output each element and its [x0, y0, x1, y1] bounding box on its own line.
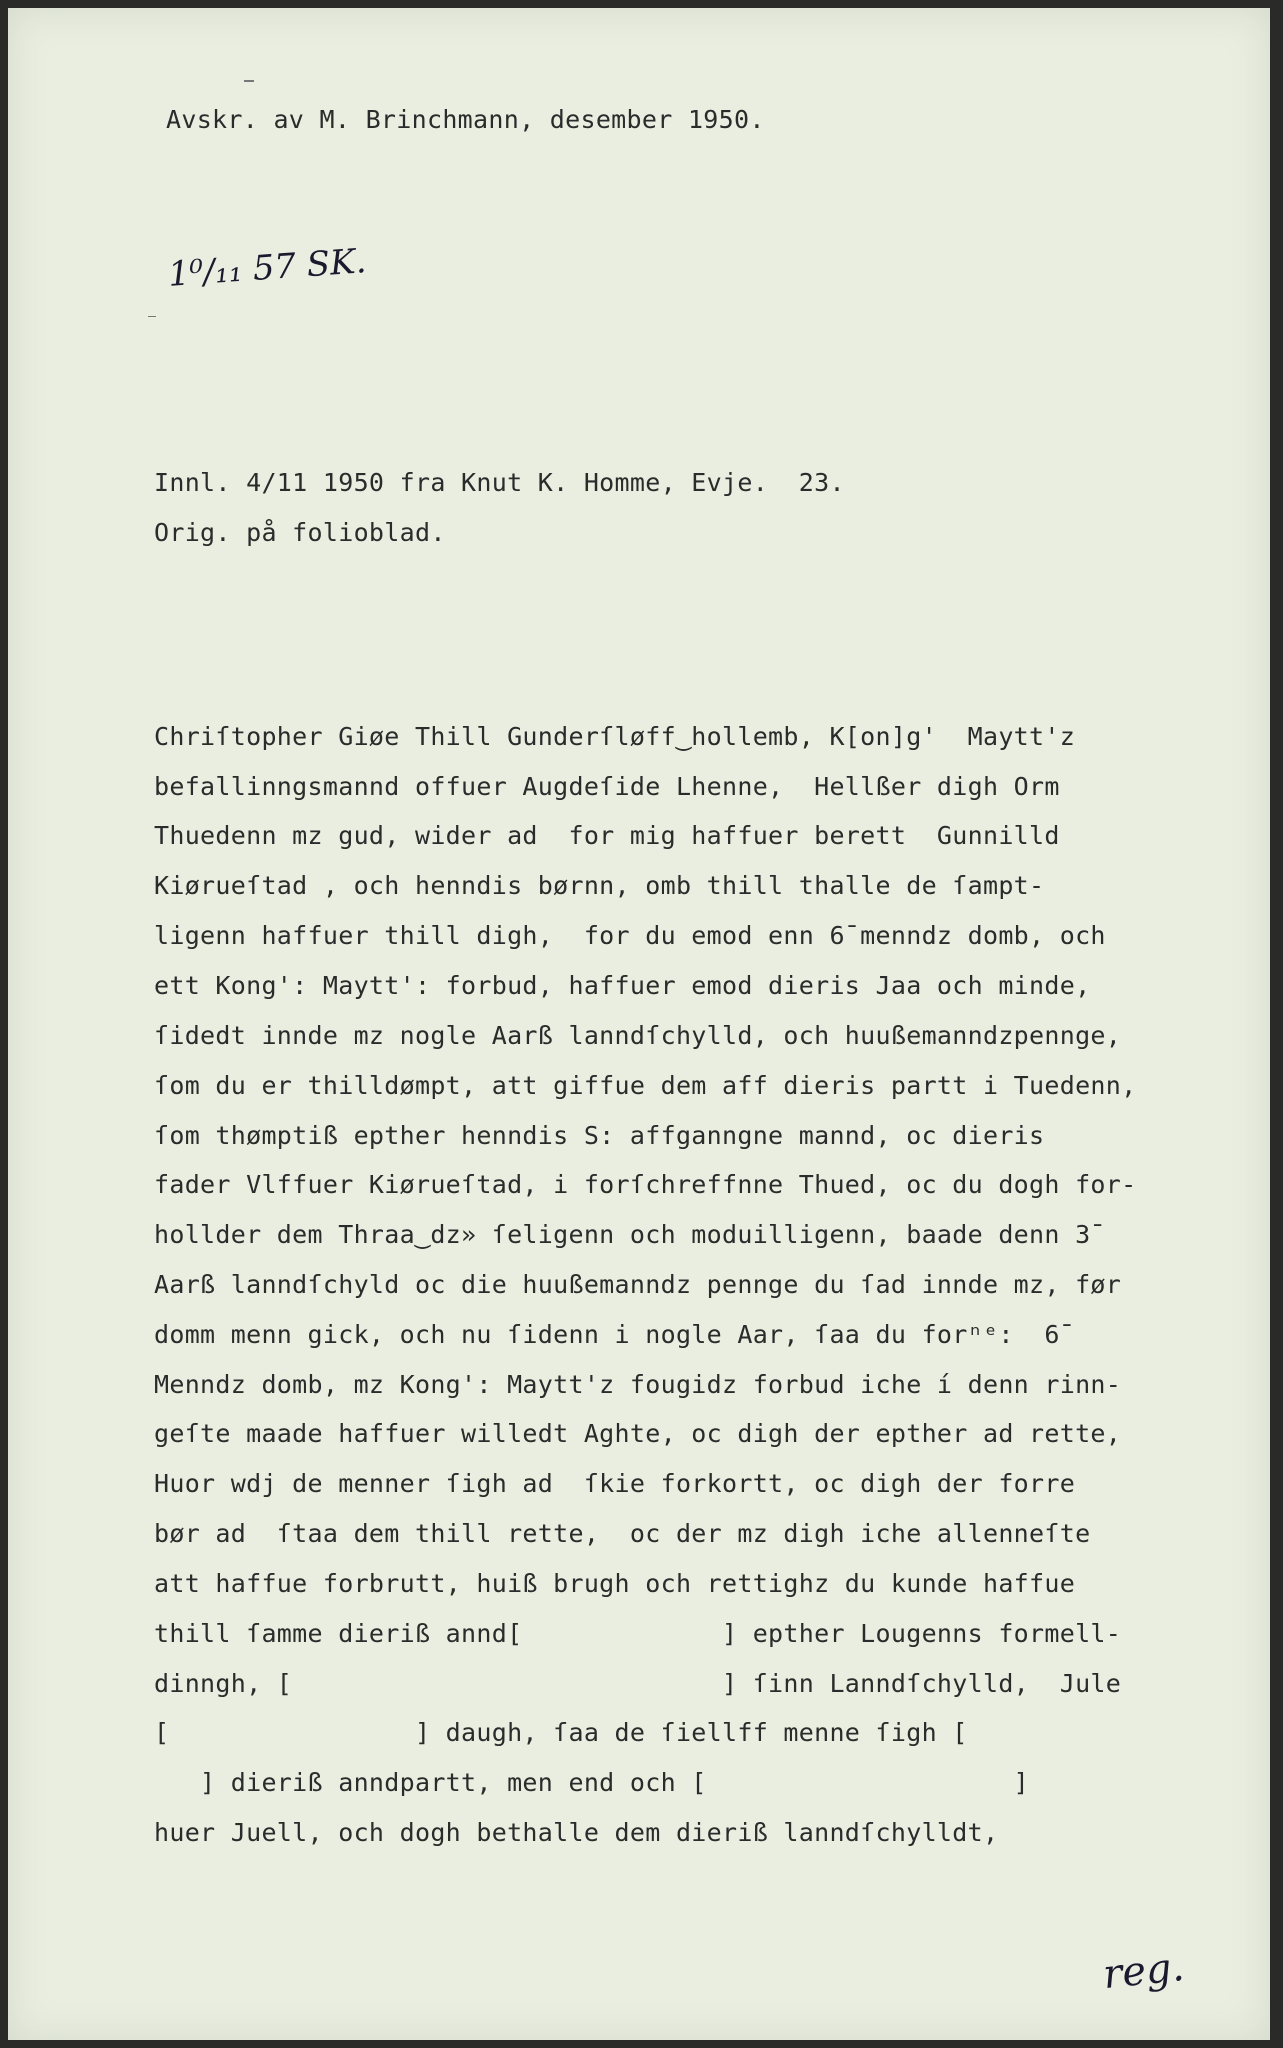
body-line: holldеr dem Thraa‿dz» ſeligenn och moduilligenn, baade denn 3̄ — [154, 1220, 1091, 1249]
body-line: Huor wdj de menner ſigh ad ſkie forkortt, oc digh der forre — [154, 1469, 1076, 1498]
small-tick-mark — [148, 316, 156, 317]
body-line: ] dieriß anndpartt, men end och [ ] — [154, 1768, 1030, 1797]
body-line: ſom thømptiß epther henndis S: affganngne mannd, oc dieris — [154, 1121, 1045, 1150]
body-line: geſte maade haffuer willedt Aghte, oc digh der epther ad rette, — [154, 1419, 1122, 1448]
body-line: Menndz domb, mz Kong': Maytt'z fougidz forbud iche í denn rinn- — [154, 1370, 1122, 1399]
original-note: Orig. på folioblad. — [154, 518, 446, 547]
body-line: ett Kong': Maytt': forbud, haffuer emod dieris Jaa och minde, — [154, 971, 1091, 1000]
body-line: Thuedenn mz gud, wider ad for mig haffuer berett Gunnilld — [154, 821, 1060, 850]
catalog-mark: 1⁰/₁₁ 57 SK. — [166, 241, 368, 295]
received-note: Innl. 4/11 1950 fra Knut K. Homme, Evje. 23. — [154, 468, 845, 497]
footer-reg-mark: reg. — [1100, 1943, 1187, 1999]
body-line: [ ] daugh, ſaa de ſiellff menne ſigh [ — [154, 1718, 968, 1747]
body-line: ſom du er thilldømpt, att giffue dem aff dieris partt i Tuedenn, — [154, 1071, 1137, 1100]
body-line: thill ſamme dieriß annd[ ] epther Lougenns formell- — [154, 1619, 1122, 1648]
body-line: befallinngsmannd offuer Augdeſide Lhenne, Hellßer digh Orm — [154, 772, 1060, 801]
body-line: huer Juell, och dogh bethalle dem dieriß lanndſchylldt, — [154, 1818, 999, 1847]
body-line: domm menn gick, och nu ſidenn i nogle Aar, ſaa du forⁿᵉ: 6̄ — [154, 1320, 1060, 1349]
body-line: fader Vlffuer Kiøruеſtad, i forſchreffnne Thued, oc du dogh for- — [154, 1170, 1137, 1199]
transcription-note: Avskr. av M. Brinchmann, desember 1950. — [166, 105, 765, 134]
document-page — [8, 8, 1270, 2040]
body-line: att haffue forbrutt, huiß brugh och rettighz du kunde haffue — [154, 1569, 1076, 1598]
body-line: Kiøruеſtad , och henndis børnn, omb thill thalle de ſampt- — [154, 871, 1045, 900]
body-line: ſidedt innde mz nogle Aarß lanndſchylld, och huußemanndzpennge, — [154, 1021, 1122, 1050]
body-line: Chriſtopher Giøe Thill Gunderſløff‿hollemb, K[on]g' Maytt'z — [154, 722, 1076, 751]
body-line: Aarß lanndſchyld oc die huußemanndz pennge du ſad innde mz, før — [154, 1270, 1122, 1299]
top-dash-mark — [244, 80, 254, 82]
body-line: bør ad ſtaa dem thill rette, oc der mz digh iche allenneſte — [154, 1519, 1091, 1548]
body-line: ligenn haffuer thill digh, for du emod enn 6̄ menndz domb, och — [154, 921, 1106, 950]
body-line: dinngh, [ ] ſinn Lanndſchylld, Jule — [154, 1669, 1122, 1698]
